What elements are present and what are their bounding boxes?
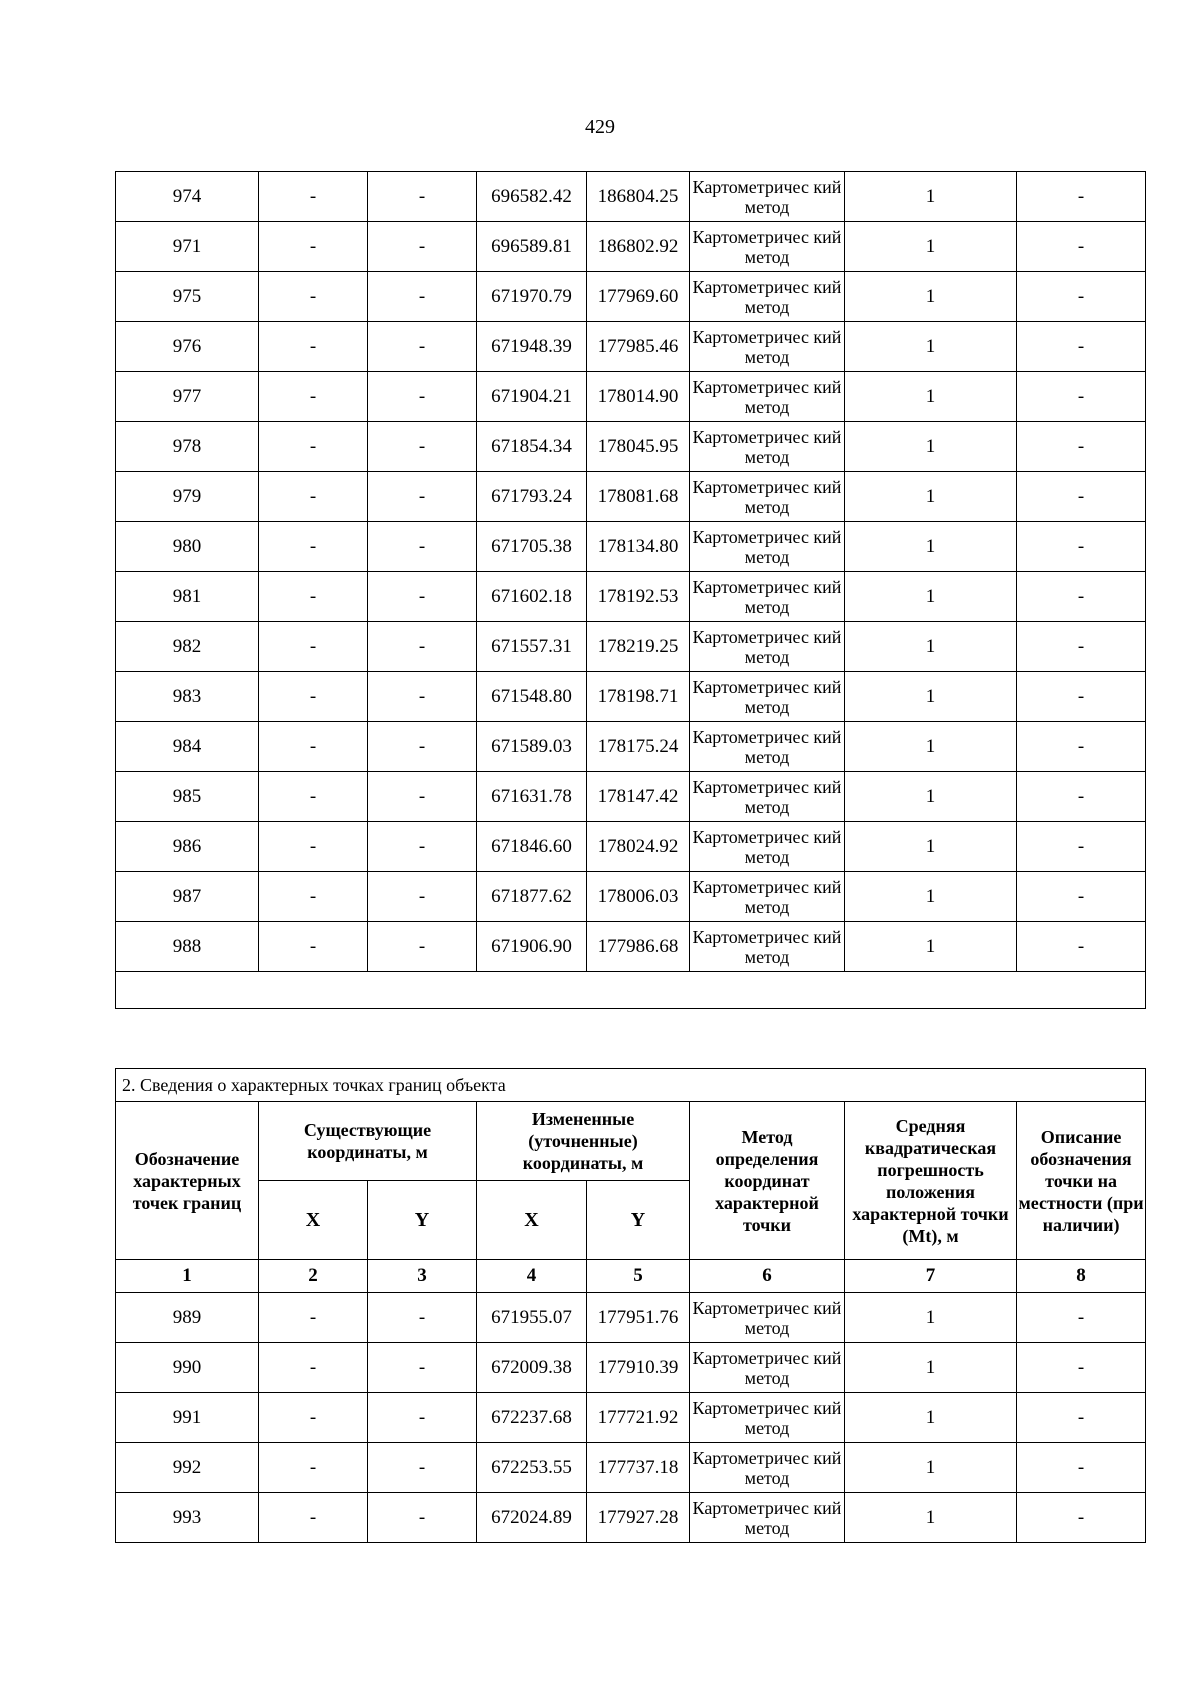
changed-x-cell: 671906.90 bbox=[477, 922, 587, 972]
method-cell: Картометричес кий метод bbox=[690, 372, 845, 422]
changed-y-cell: 178045.95 bbox=[587, 422, 690, 472]
existing-y-cell: - bbox=[368, 1293, 477, 1343]
column-number: 1 bbox=[116, 1260, 259, 1293]
description-cell: - bbox=[1017, 1293, 1146, 1343]
changed-y-cell: 177927.28 bbox=[587, 1493, 690, 1543]
method-cell: Картометричес кий метод bbox=[690, 1443, 845, 1493]
point-id-cell: 992 bbox=[116, 1443, 259, 1493]
table-row bbox=[116, 372, 1146, 422]
changed-y-cell: 178175.24 bbox=[587, 722, 690, 772]
point-id-cell: 984 bbox=[116, 722, 259, 772]
description-cell: - bbox=[1017, 422, 1146, 472]
point-id-cell: 981 bbox=[116, 572, 259, 622]
column-number: 6 bbox=[690, 1260, 845, 1293]
column-number-row bbox=[116, 1260, 1146, 1293]
existing-y-cell: - bbox=[368, 622, 477, 672]
method-cell: Картометричес кий метод bbox=[690, 772, 845, 822]
mean-error-cell: 1 bbox=[845, 422, 1017, 472]
table-row bbox=[116, 872, 1146, 922]
table-row bbox=[116, 422, 1146, 472]
existing-x-cell: - bbox=[259, 722, 368, 772]
column-number: 4 bbox=[477, 1260, 587, 1293]
existing-y-cell: - bbox=[368, 1493, 477, 1543]
table-row bbox=[116, 222, 1146, 272]
changed-y-cell: 178219.25 bbox=[587, 622, 690, 672]
changed-x-cell: 696582.42 bbox=[477, 172, 587, 222]
coordinates-table-continued bbox=[115, 171, 1146, 1009]
changed-x-cell: 671631.78 bbox=[477, 772, 587, 822]
changed-y-cell: 177951.76 bbox=[587, 1293, 690, 1343]
description-cell: - bbox=[1017, 572, 1146, 622]
boundary-points-table bbox=[115, 1068, 1146, 1543]
existing-y-cell: - bbox=[368, 772, 477, 822]
description-cell: - bbox=[1017, 872, 1146, 922]
description-cell: - bbox=[1017, 772, 1146, 822]
changed-y-cell: 177737.18 bbox=[587, 1443, 690, 1493]
mean-error-cell: 1 bbox=[845, 1343, 1017, 1393]
mean-error-cell: 1 bbox=[845, 522, 1017, 572]
changed-y-cell: 186802.92 bbox=[587, 222, 690, 272]
description-cell: - bbox=[1017, 922, 1146, 972]
method-cell: Картометричес кий метод bbox=[690, 172, 845, 222]
mean-error-cell: 1 bbox=[845, 222, 1017, 272]
existing-x-cell: - bbox=[259, 472, 368, 522]
mean-error-cell: 1 bbox=[845, 872, 1017, 922]
column-number: 3 bbox=[368, 1260, 477, 1293]
existing-x-cell: - bbox=[259, 1443, 368, 1493]
mean-error-cell: 1 bbox=[845, 272, 1017, 322]
header-mean-square-error: Средняя квадратическая погрешность положения характерной точки (Mt), м bbox=[845, 1102, 1017, 1260]
changed-x-cell: 696589.81 bbox=[477, 222, 587, 272]
changed-y-cell: 178024.92 bbox=[587, 822, 690, 872]
header-method: Метод определения координат характерной точки bbox=[690, 1102, 845, 1260]
existing-y-cell: - bbox=[368, 472, 477, 522]
mean-error-cell: 1 bbox=[845, 1443, 1017, 1493]
changed-x-cell: 671557.31 bbox=[477, 622, 587, 672]
table-row bbox=[116, 772, 1146, 822]
page-number: 429 bbox=[585, 116, 615, 138]
method-cell: Картометричес кий метод bbox=[690, 422, 845, 472]
mean-error-cell: 1 bbox=[845, 1493, 1017, 1543]
table-row bbox=[116, 572, 1146, 622]
existing-y-cell: - bbox=[368, 272, 477, 322]
description-cell: - bbox=[1017, 672, 1146, 722]
existing-x-cell: - bbox=[259, 922, 368, 972]
changed-y-cell: 186804.25 bbox=[587, 172, 690, 222]
point-id-cell: 987 bbox=[116, 872, 259, 922]
table-row bbox=[116, 672, 1146, 722]
description-cell: - bbox=[1017, 272, 1146, 322]
header-changed-coordinates: Измененные (уточненные) координаты, м bbox=[477, 1102, 690, 1181]
point-id-cell: 978 bbox=[116, 422, 259, 472]
method-cell: Картометричес кий метод bbox=[690, 572, 845, 622]
changed-x-cell: 672009.38 bbox=[477, 1343, 587, 1393]
header-point-designation: Обозначение характерных точек границ bbox=[116, 1102, 259, 1260]
point-id-cell: 971 bbox=[116, 222, 259, 272]
description-cell: - bbox=[1017, 372, 1146, 422]
table-row bbox=[116, 272, 1146, 322]
table-row bbox=[116, 722, 1146, 772]
mean-error-cell: 1 bbox=[845, 1293, 1017, 1343]
header-changed-x: X bbox=[477, 1181, 587, 1260]
mean-error-cell: 1 bbox=[845, 472, 1017, 522]
existing-x-cell: - bbox=[259, 572, 368, 622]
existing-x-cell: - bbox=[259, 1293, 368, 1343]
point-id-cell: 977 bbox=[116, 372, 259, 422]
method-cell: Картометричес кий метод bbox=[690, 472, 845, 522]
changed-y-cell: 178006.03 bbox=[587, 872, 690, 922]
table-row bbox=[116, 322, 1146, 372]
changed-x-cell: 671970.79 bbox=[477, 272, 587, 322]
point-id-cell: 990 bbox=[116, 1343, 259, 1393]
existing-y-cell: - bbox=[368, 222, 477, 272]
changed-y-cell: 178014.90 bbox=[587, 372, 690, 422]
changed-x-cell: 671877.62 bbox=[477, 872, 587, 922]
changed-x-cell: 671705.38 bbox=[477, 522, 587, 572]
table-row bbox=[116, 172, 1146, 222]
column-number: 7 bbox=[845, 1260, 1017, 1293]
description-cell: - bbox=[1017, 322, 1146, 372]
point-id-cell: 993 bbox=[116, 1493, 259, 1543]
mean-error-cell: 1 bbox=[845, 372, 1017, 422]
existing-x-cell: - bbox=[259, 672, 368, 722]
method-cell: Картометричес кий метод bbox=[690, 922, 845, 972]
existing-x-cell: - bbox=[259, 172, 368, 222]
point-id-cell: 976 bbox=[116, 322, 259, 372]
existing-y-cell: - bbox=[368, 172, 477, 222]
existing-y-cell: - bbox=[368, 722, 477, 772]
column-number: 8 bbox=[1017, 1260, 1146, 1293]
existing-x-cell: - bbox=[259, 322, 368, 372]
description-cell: - bbox=[1017, 822, 1146, 872]
existing-x-cell: - bbox=[259, 622, 368, 672]
existing-x-cell: - bbox=[259, 1343, 368, 1393]
existing-y-cell: - bbox=[368, 672, 477, 722]
point-id-cell: 988 bbox=[116, 922, 259, 972]
changed-y-cell: 177986.68 bbox=[587, 922, 690, 972]
mean-error-cell: 1 bbox=[845, 572, 1017, 622]
table-row bbox=[116, 822, 1146, 872]
empty-row bbox=[116, 972, 1146, 1009]
changed-y-cell: 177969.60 bbox=[587, 272, 690, 322]
point-id-cell: 974 bbox=[116, 172, 259, 222]
table-row bbox=[116, 1343, 1146, 1393]
table-row bbox=[116, 1443, 1146, 1493]
table-row bbox=[116, 522, 1146, 572]
table-row bbox=[116, 1393, 1146, 1443]
changed-x-cell: 671854.34 bbox=[477, 422, 587, 472]
existing-x-cell: - bbox=[259, 822, 368, 872]
method-cell: Картометричес кий метод bbox=[690, 1293, 845, 1343]
method-cell: Картометричес кий метод bbox=[690, 722, 845, 772]
method-cell: Картометричес кий метод bbox=[690, 622, 845, 672]
point-id-cell: 985 bbox=[116, 772, 259, 822]
method-cell: Картометричес кий метод bbox=[690, 1343, 845, 1393]
description-cell: - bbox=[1017, 1393, 1146, 1443]
method-cell: Картометричес кий метод bbox=[690, 822, 845, 872]
mean-error-cell: 1 bbox=[845, 322, 1017, 372]
header-changed-y: Y bbox=[587, 1181, 690, 1260]
existing-y-cell: - bbox=[368, 322, 477, 372]
method-cell: Картометричес кий метод bbox=[690, 322, 845, 372]
point-id-cell: 986 bbox=[116, 822, 259, 872]
column-number: 5 bbox=[587, 1260, 690, 1293]
point-id-cell: 991 bbox=[116, 1393, 259, 1443]
point-id-cell: 983 bbox=[116, 672, 259, 722]
description-cell: - bbox=[1017, 622, 1146, 672]
mean-error-cell: 1 bbox=[845, 722, 1017, 772]
changed-x-cell: 671793.24 bbox=[477, 472, 587, 522]
method-cell: Картометричес кий метод bbox=[690, 1493, 845, 1543]
method-cell: Картометричес кий метод bbox=[690, 222, 845, 272]
description-cell: - bbox=[1017, 172, 1146, 222]
point-id-cell: 989 bbox=[116, 1293, 259, 1343]
point-id-cell: 975 bbox=[116, 272, 259, 322]
method-cell: Картометричес кий метод bbox=[690, 672, 845, 722]
changed-x-cell: 672024.89 bbox=[477, 1493, 587, 1543]
table-row bbox=[116, 922, 1146, 972]
table-row bbox=[116, 1293, 1146, 1343]
changed-x-cell: 671846.60 bbox=[477, 822, 587, 872]
changed-y-cell: 177985.46 bbox=[587, 322, 690, 372]
changed-y-cell: 178198.71 bbox=[587, 672, 690, 722]
method-cell: Картометричес кий метод bbox=[690, 272, 845, 322]
description-cell: - bbox=[1017, 1343, 1146, 1393]
existing-x-cell: - bbox=[259, 872, 368, 922]
existing-x-cell: - bbox=[259, 1393, 368, 1443]
existing-x-cell: - bbox=[259, 772, 368, 822]
empty-cell bbox=[116, 972, 1146, 1009]
mean-error-cell: 1 bbox=[845, 922, 1017, 972]
existing-x-cell: - bbox=[259, 422, 368, 472]
existing-y-cell: - bbox=[368, 1343, 477, 1393]
header-existing-x: X bbox=[259, 1181, 368, 1260]
changed-y-cell: 178081.68 bbox=[587, 472, 690, 522]
table-row bbox=[116, 472, 1146, 522]
existing-y-cell: - bbox=[368, 922, 477, 972]
header-existing-y: Y bbox=[368, 1181, 477, 1260]
existing-y-cell: - bbox=[368, 522, 477, 572]
changed-x-cell: 671955.07 bbox=[477, 1293, 587, 1343]
column-number: 2 bbox=[259, 1260, 368, 1293]
existing-y-cell: - bbox=[368, 822, 477, 872]
existing-x-cell: - bbox=[259, 272, 368, 322]
existing-x-cell: - bbox=[259, 372, 368, 422]
header-point-description: Описание обозначения точки на местности (при наличии) bbox=[1017, 1102, 1146, 1260]
existing-y-cell: - bbox=[368, 372, 477, 422]
existing-y-cell: - bbox=[368, 1443, 477, 1493]
method-cell: Картометричес кий метод bbox=[690, 1393, 845, 1443]
mean-error-cell: 1 bbox=[845, 172, 1017, 222]
point-id-cell: 982 bbox=[116, 622, 259, 672]
method-cell: Картометричес кий метод bbox=[690, 872, 845, 922]
description-cell: - bbox=[1017, 522, 1146, 572]
existing-x-cell: - bbox=[259, 222, 368, 272]
existing-y-cell: - bbox=[368, 872, 477, 922]
existing-y-cell: - bbox=[368, 1393, 477, 1443]
mean-error-cell: 1 bbox=[845, 772, 1017, 822]
section-caption: 2. Сведения о характерных точках границ объекта bbox=[116, 1069, 1146, 1102]
changed-x-cell: 671589.03 bbox=[477, 722, 587, 772]
changed-y-cell: 178192.53 bbox=[587, 572, 690, 622]
point-id-cell: 979 bbox=[116, 472, 259, 522]
changed-y-cell: 177910.39 bbox=[587, 1343, 690, 1393]
changed-y-cell: 178134.80 bbox=[587, 522, 690, 572]
changed-x-cell: 671948.39 bbox=[477, 322, 587, 372]
point-id-cell: 980 bbox=[116, 522, 259, 572]
existing-x-cell: - bbox=[259, 1493, 368, 1543]
mean-error-cell: 1 bbox=[845, 622, 1017, 672]
changed-y-cell: 178147.42 bbox=[587, 772, 690, 822]
description-cell: - bbox=[1017, 722, 1146, 772]
method-cell: Картометричес кий метод bbox=[690, 522, 845, 572]
existing-y-cell: - bbox=[368, 422, 477, 472]
changed-x-cell: 672253.55 bbox=[477, 1443, 587, 1493]
mean-error-cell: 1 bbox=[845, 672, 1017, 722]
mean-error-cell: 1 bbox=[845, 822, 1017, 872]
table-row bbox=[116, 1493, 1146, 1543]
changed-x-cell: 671602.18 bbox=[477, 572, 587, 622]
mean-error-cell: 1 bbox=[845, 1393, 1017, 1443]
changed-y-cell: 177721.92 bbox=[587, 1393, 690, 1443]
table-row bbox=[116, 622, 1146, 672]
header-existing-coordinates: Существующие координаты, м bbox=[259, 1102, 477, 1181]
changed-x-cell: 672237.68 bbox=[477, 1393, 587, 1443]
existing-x-cell: - bbox=[259, 522, 368, 572]
changed-x-cell: 671548.80 bbox=[477, 672, 587, 722]
changed-x-cell: 671904.21 bbox=[477, 372, 587, 422]
description-cell: - bbox=[1017, 472, 1146, 522]
description-cell: - bbox=[1017, 1443, 1146, 1493]
description-cell: - bbox=[1017, 1493, 1146, 1543]
existing-y-cell: - bbox=[368, 572, 477, 622]
description-cell: - bbox=[1017, 222, 1146, 272]
